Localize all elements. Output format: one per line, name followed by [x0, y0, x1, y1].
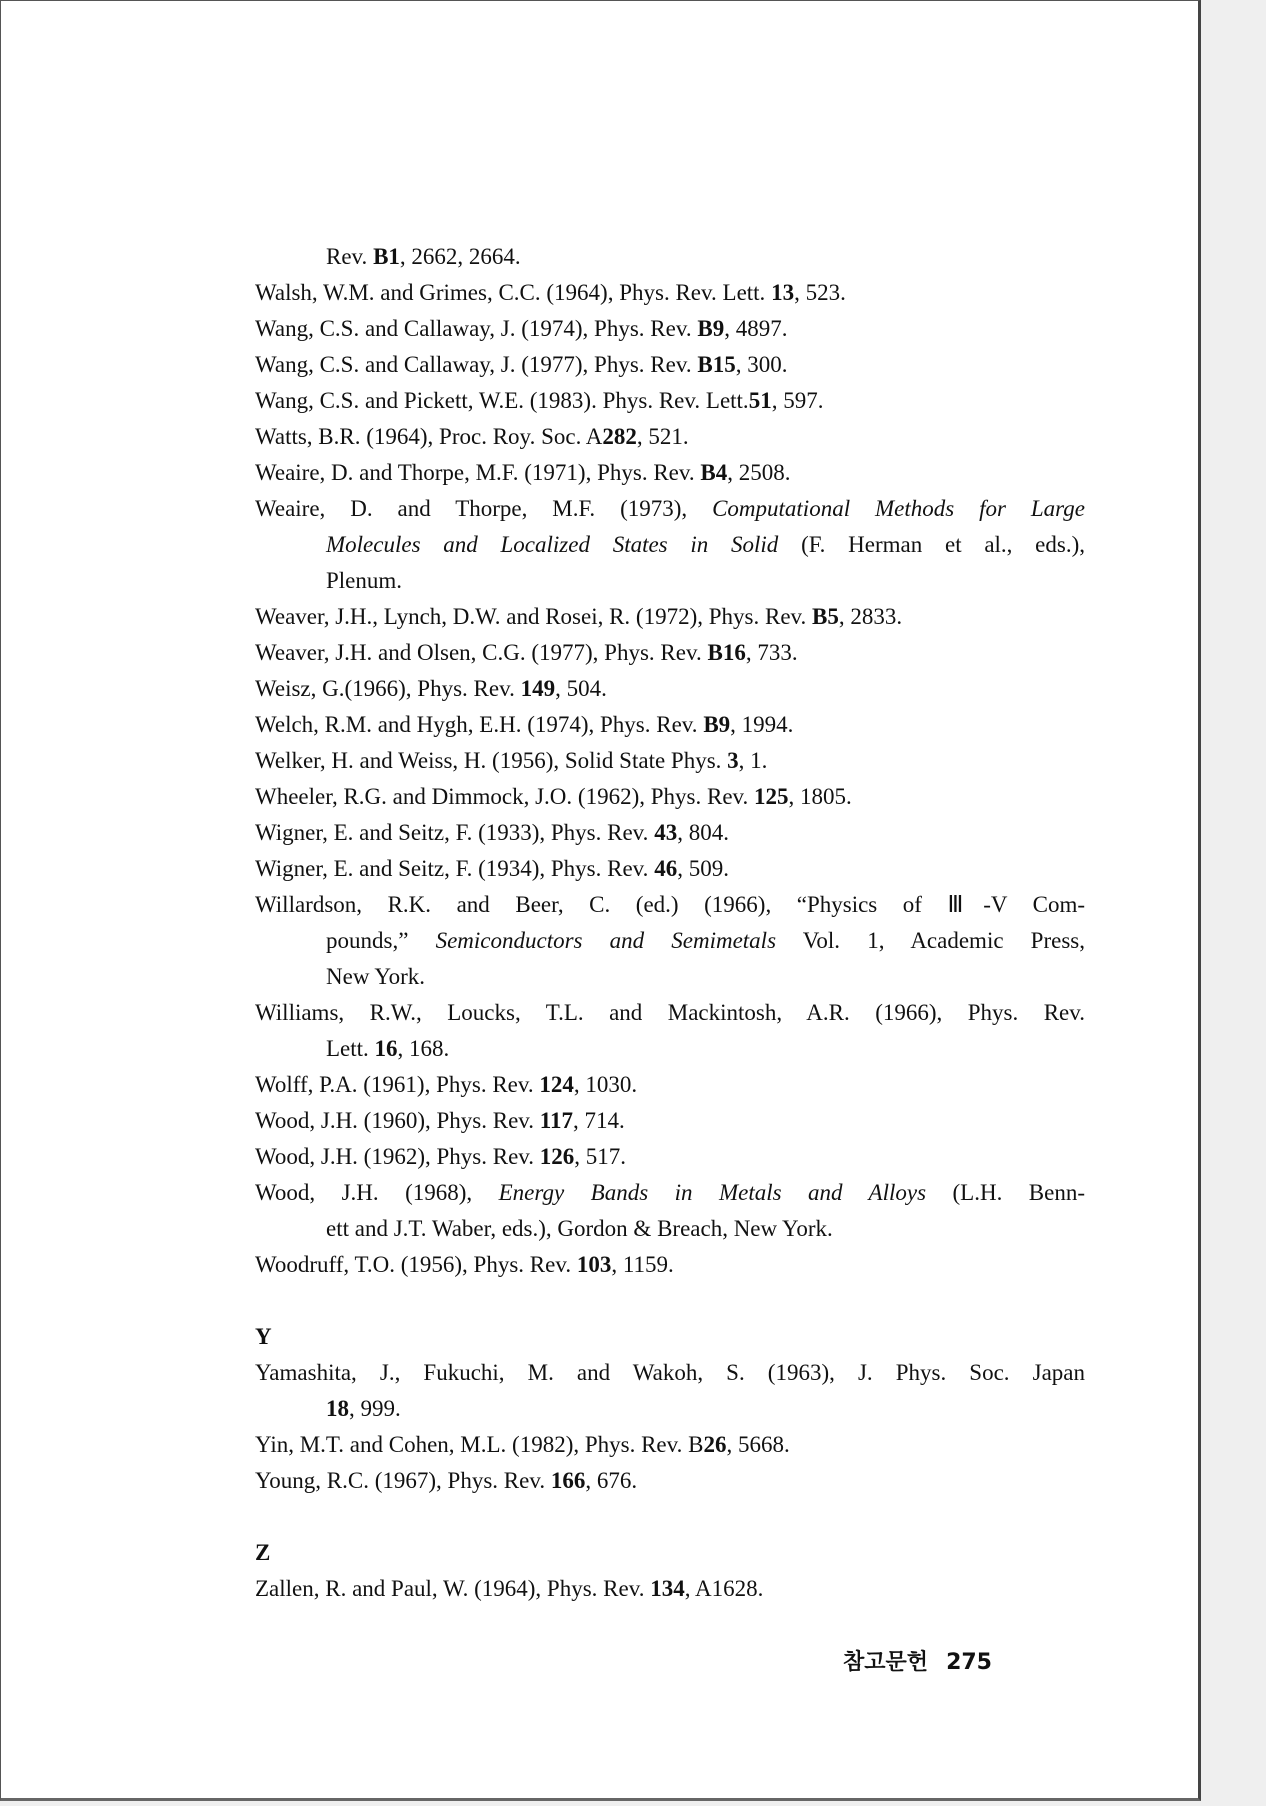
- reference-text: ett and J.T. Waber, eds.), Gordon & Breach, New York.: [326, 1216, 833, 1241]
- reference-entry: [255, 1427, 1085, 1463]
- reference-line: [255, 275, 1085, 311]
- reference-text: Wood, J.H. (1960), Phys. Rev.: [255, 1108, 540, 1133]
- book-title: Semiconductors and Semimetals: [435, 928, 777, 953]
- section-spacer: [255, 1499, 1085, 1535]
- reference-text: Young, R.C. (1967), Phys. Rev.: [255, 1468, 551, 1493]
- reference-line: [255, 887, 1085, 923]
- reference-entry: [255, 707, 1085, 743]
- reference-entry: [255, 419, 1085, 455]
- reference-line: [255, 1247, 1085, 1283]
- reference-text: Williams, R.W., Loucks, T.L. and Mackintosh, A.R. (1966), Phys. Rev.: [255, 1000, 1085, 1025]
- reference-text: Wang, C.S. and Pickett, W.E. (1983). Phys. Rev. Lett.: [255, 388, 749, 413]
- reference-line: [255, 815, 1085, 851]
- reference-text: , 4897.: [724, 316, 788, 341]
- reference-text: , 168.: [397, 1036, 450, 1061]
- reference-entry: [255, 455, 1085, 491]
- reference-line: [255, 779, 1085, 815]
- reference-text: Yamashita, J., Fukuchi, M. and Wakoh, S. (1963), J. Phys. Soc. Japan: [255, 1360, 1085, 1385]
- reference-text: Willardson, R.K. and Beer, C. (ed.) (1966), “Physics of Ⅲ-V Com-: [255, 892, 1085, 917]
- reference-entry: [255, 1103, 1085, 1139]
- reference-entry: [255, 1571, 1085, 1607]
- reference-text: , 2508.: [727, 460, 791, 485]
- volume-number: 3: [727, 748, 739, 773]
- reference-entry: [255, 1463, 1085, 1499]
- reference-entry: [255, 491, 1085, 599]
- reference-text: , A1628.: [684, 1576, 764, 1601]
- reference-text: , 504.: [555, 676, 607, 701]
- reference-text: Lett.: [326, 1036, 375, 1061]
- reference-entry: [255, 383, 1085, 419]
- reference-entry: [255, 887, 1085, 995]
- reference-line: [255, 1571, 1085, 1607]
- volume-number: 46: [654, 856, 678, 881]
- reference-text: Weaire, D. and Thorpe, M.F. (1971), Phys. Rev.: [255, 460, 701, 485]
- reference-text: Weaver, J.H. and Olsen, C.G. (1977), Phys. Rev.: [255, 640, 708, 665]
- volume-number: 26: [703, 1432, 727, 1457]
- reference-text: , 2662, 2664.: [399, 244, 521, 269]
- reference-text: , 517.: [574, 1144, 627, 1169]
- page-footer: [825, 1645, 992, 1676]
- reference-line: [255, 995, 1085, 1031]
- reference-text: Welch, R.M. and Hygh, E.H. (1974), Phys. Rev.: [255, 712, 704, 737]
- reference-line: [255, 1175, 1085, 1211]
- book-title: Molecules and Localized States in Solid: [326, 532, 779, 557]
- reference-text: New York.: [326, 964, 426, 989]
- volume-number: 16: [374, 1036, 398, 1061]
- reference-text: , 733.: [745, 640, 798, 665]
- reference-text: , 523.: [794, 280, 846, 305]
- volume-number: 103: [576, 1252, 612, 1277]
- reference-entry: [255, 599, 1085, 635]
- reference-text: , 1.: [738, 748, 768, 773]
- reference-entry: [255, 815, 1085, 851]
- section-heading: Y: [255, 1324, 272, 1349]
- volume-number: 51: [748, 388, 772, 413]
- reference-text: Weaver, J.H., Lynch, D.W. and Rosei, R. (1972), Phys. Rev.: [255, 604, 813, 629]
- volume-number: 13: [771, 280, 795, 305]
- page-number: 275: [946, 1650, 992, 1675]
- book-title: Energy Bands in Metals and Alloys: [498, 1180, 927, 1205]
- reference-text: , 676.: [585, 1468, 638, 1493]
- reference-line: [255, 239, 1085, 275]
- reference-line: [255, 563, 1085, 599]
- reference-line: [255, 383, 1085, 419]
- volume-number: 149: [520, 676, 556, 701]
- reference-entry: [255, 1355, 1085, 1427]
- running-section-title: 참고문헌: [843, 1650, 929, 1675]
- reference-line: [255, 419, 1085, 455]
- reference-entry: [255, 1139, 1085, 1175]
- section-heading: Z: [255, 1540, 271, 1565]
- reference-text: , 1994.: [730, 712, 794, 737]
- reference-text: , 804.: [677, 820, 729, 845]
- reference-text: , 1159.: [611, 1252, 674, 1277]
- reference-text: Plenum.: [326, 568, 403, 593]
- volume-number: 282: [602, 424, 637, 449]
- reference-text: (F. Herman et al., eds.),: [801, 532, 1085, 557]
- reference-entry: [255, 779, 1085, 815]
- reference-line: [255, 671, 1085, 707]
- reference-line: [255, 491, 1085, 527]
- reference-text: Welker, H. and Weiss, H. (1956), Solid State Phys.: [255, 748, 728, 773]
- reference-line: [255, 1211, 1085, 1247]
- reference-text: , 2833.: [838, 604, 903, 629]
- reference-text: , 5668.: [726, 1432, 790, 1457]
- reference-line: [255, 1103, 1085, 1139]
- reference-text: Wood, J.H. (1962), Phys. Rev.: [255, 1144, 540, 1169]
- volume-number: B9: [703, 712, 731, 737]
- reference-entry: [255, 995, 1085, 1067]
- reference-line: [255, 311, 1085, 347]
- volume-number: 117: [539, 1108, 574, 1133]
- reference-entry: [255, 851, 1085, 887]
- reference-entry: [255, 347, 1085, 383]
- reference-line: [255, 1031, 1085, 1067]
- volume-number: B1: [373, 244, 400, 269]
- reference-text: Wang, C.S. and Callaway, J. (1974), Phys. Rev.: [255, 316, 698, 341]
- volume-number: B15: [697, 352, 736, 377]
- volume-number: 18: [326, 1396, 349, 1421]
- reference-entry: [255, 743, 1085, 779]
- volume-number: 126: [539, 1144, 575, 1169]
- volume-number: B9: [697, 316, 725, 341]
- reference-line: [255, 527, 1085, 563]
- reference-line: [255, 1463, 1085, 1499]
- reference-text: Wigner, E. and Seitz, F. (1934), Phys. Rev.: [255, 856, 655, 881]
- reference-list: [255, 239, 1085, 1607]
- reference-text: , 1030.: [573, 1072, 638, 1097]
- reference-entry: [255, 1067, 1085, 1103]
- reference-line: [255, 923, 1085, 959]
- reference-text: Yin, M.T. and Cohen, M.L. (1982), Phys. Rev. B: [255, 1432, 704, 1457]
- reference-text: , 714.: [573, 1108, 625, 1133]
- reference-line: [255, 635, 1085, 671]
- reference-text: Weisz, G.(1966), Phys. Rev.: [255, 676, 521, 701]
- reference-line: [255, 1139, 1085, 1175]
- reference-text: Wolff, P.A. (1961), Phys. Rev.: [255, 1072, 540, 1097]
- reference-entry: [255, 1247, 1085, 1283]
- reference-entry: [255, 275, 1085, 311]
- reference-line: [255, 1427, 1085, 1463]
- reference-line: [255, 347, 1085, 383]
- volume-number: 43: [654, 820, 678, 845]
- reference-text: Zallen, R. and Paul, W. (1964), Phys. Rev.: [255, 1576, 651, 1601]
- reference-line: [255, 1355, 1085, 1391]
- reference-line: [255, 743, 1085, 779]
- reference-text: Wheeler, R.G. and Dimmock, J.O. (1962), Phys. Rev.: [255, 784, 755, 809]
- reference-line: [255, 851, 1085, 887]
- reference-text: Woodruff, T.O. (1956), Phys. Rev.: [255, 1252, 577, 1277]
- reference-text: Wood, J.H. (1968),: [255, 1180, 499, 1205]
- reference-text: Vol. 1, Academic Press,: [802, 928, 1085, 953]
- reference-text: Rev.: [326, 244, 374, 269]
- volume-number: 166: [550, 1468, 586, 1493]
- reference-line: [255, 1391, 1085, 1427]
- reference-text: , 999.: [349, 1396, 401, 1421]
- reference-text: , 1805.: [788, 784, 852, 809]
- reference-entry: [255, 1175, 1085, 1247]
- reference-text: (L.H. Benn-: [952, 1180, 1085, 1205]
- volume-number: B4: [700, 460, 728, 485]
- reference-line: [255, 455, 1085, 491]
- reference-text: , 597.: [771, 388, 824, 413]
- reference-text: Walsh, W.M. and Grimes, C.C. (1964), Phys. Rev. Lett.: [255, 280, 772, 305]
- volume-number: B16: [707, 640, 746, 665]
- reference-text: Watts, B.R. (1964), Proc. Roy. Soc. A: [255, 424, 603, 449]
- reference-text: Weaire, D. and Thorpe, M.F. (1973),: [255, 496, 713, 521]
- reference-text: , 300.: [735, 352, 788, 377]
- reference-text: Wigner, E. and Seitz, F. (1933), Phys. Rev.: [255, 820, 655, 845]
- reference-entry: [255, 311, 1085, 347]
- volume-number: B5: [812, 604, 839, 629]
- reference-entry: [255, 239, 1085, 275]
- volume-number: 134: [650, 1576, 685, 1601]
- reference-line: [255, 1067, 1085, 1103]
- volume-number: 124: [539, 1072, 574, 1097]
- reference-entry: [255, 671, 1085, 707]
- reference-text: , 521.: [636, 424, 689, 449]
- reference-text: pounds,”: [326, 928, 436, 953]
- section-spacer: [255, 1283, 1085, 1319]
- reference-text: , 509.: [677, 856, 729, 881]
- reference-line: [255, 599, 1085, 635]
- reference-entry: [255, 635, 1085, 671]
- volume-number: 125: [754, 784, 789, 809]
- reference-line: [255, 959, 1085, 995]
- reference-text: Wang, C.S. and Callaway, J. (1977), Phys. Rev.: [255, 352, 698, 377]
- book-title: Computational Methods for Large: [712, 496, 1085, 521]
- reference-line: [255, 707, 1085, 743]
